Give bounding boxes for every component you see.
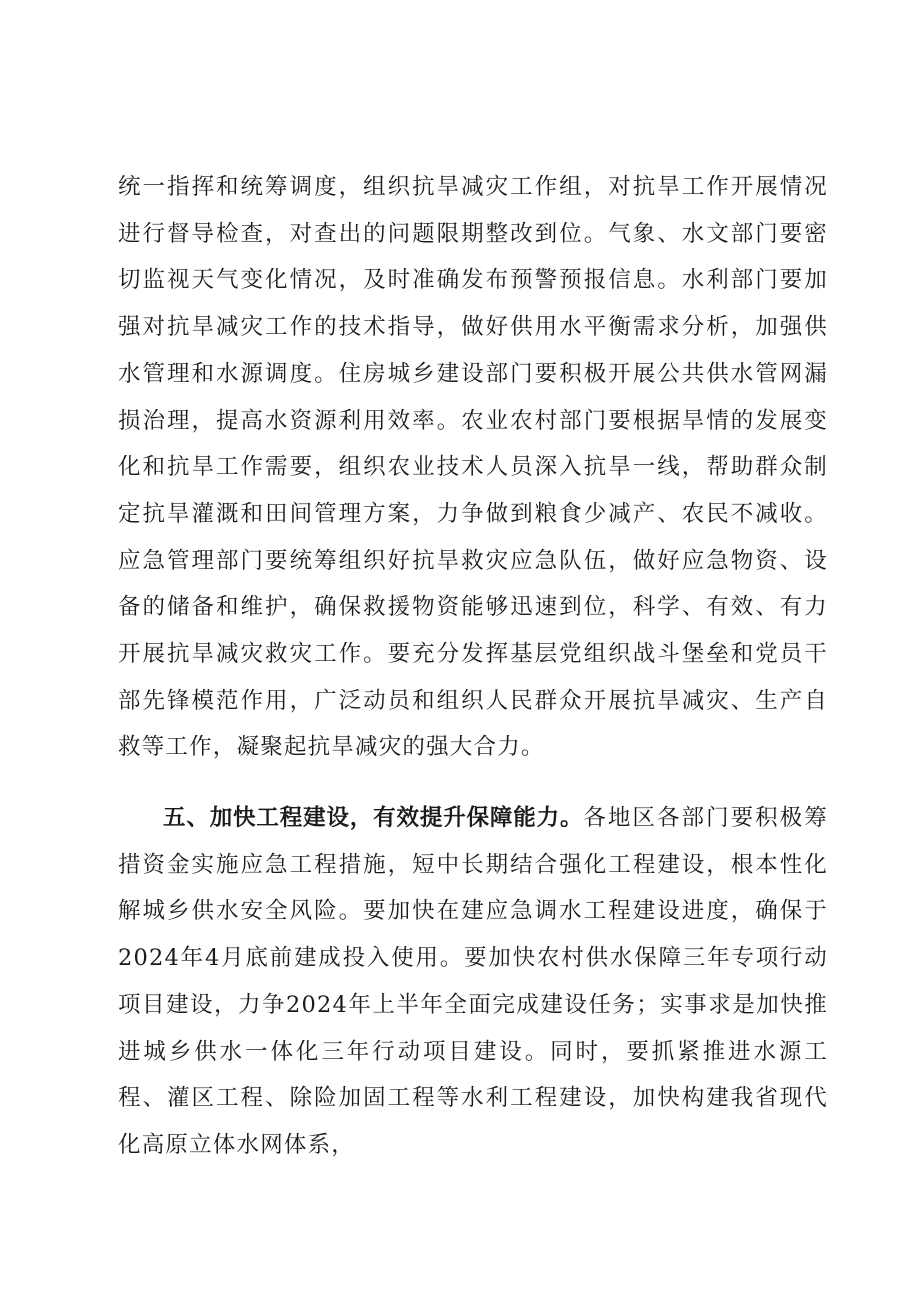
section-five-body: 各地区各部门要积极筹措资金实施应急工程措施，短中长期结合强化工程建设，根本性化解城乡供水安全风险。要加快在建应急调水工程建设进度，确保于2024年4月底前建成投入使用。要加快农村供水保障三年专项行动项目建设，力争2024年上半年全面完成建设任务；实事求是加快推进城乡供水一体化三年行动项目建设。同时，要抓紧推进水源工程、灌区工程、除险加固工程等水利工程建设，加快构建我省现代化高原立体水网体系， xyxy=(118,805,828,1158)
paragraph-section-five xyxy=(118,795,828,1169)
section-five-heading: 五、加快工程建设，有效提升保障能力。 xyxy=(163,805,584,831)
paragraph-drought-coordination: 统一指挥和统筹调度，组织抗旱减灾工作组，对抗旱工作开展情况进行督导检查，对查出的问题限期整改到位。气象、水文部门要密切监视天气变化情况，及时准确发布预警预报信息。水利部门要加强对抗旱减灾工作的技术指导，做好供用水平衡需求分析，加强供水管理和水源调度。住房城乡建设部门要积极开展公共供水管网漏损治理，提高水资源利用效率。农业农村部门要根据旱情的发展变化和抗旱工作需要，组织农业技术人员深入抗旱一线，帮助群众制定抗旱灌溉和田间管理方案，力争做到粮食少减产、农民不减收。应急管理部门要统筹组织好抗旱救灾应急队伍，做好应急物资、设备的储备和维护，确保救援物资能够迅速到位，科学、有效、有力开展抗旱减灾救灾工作。要充分发挥基层党组织战斗堡垒和党员干部先锋模范作用，广泛动员和组织人民群众开展抗旱减灾、生产自救等工作，凝聚起抗旱减灾的强大合力。 xyxy=(118,174,828,761)
